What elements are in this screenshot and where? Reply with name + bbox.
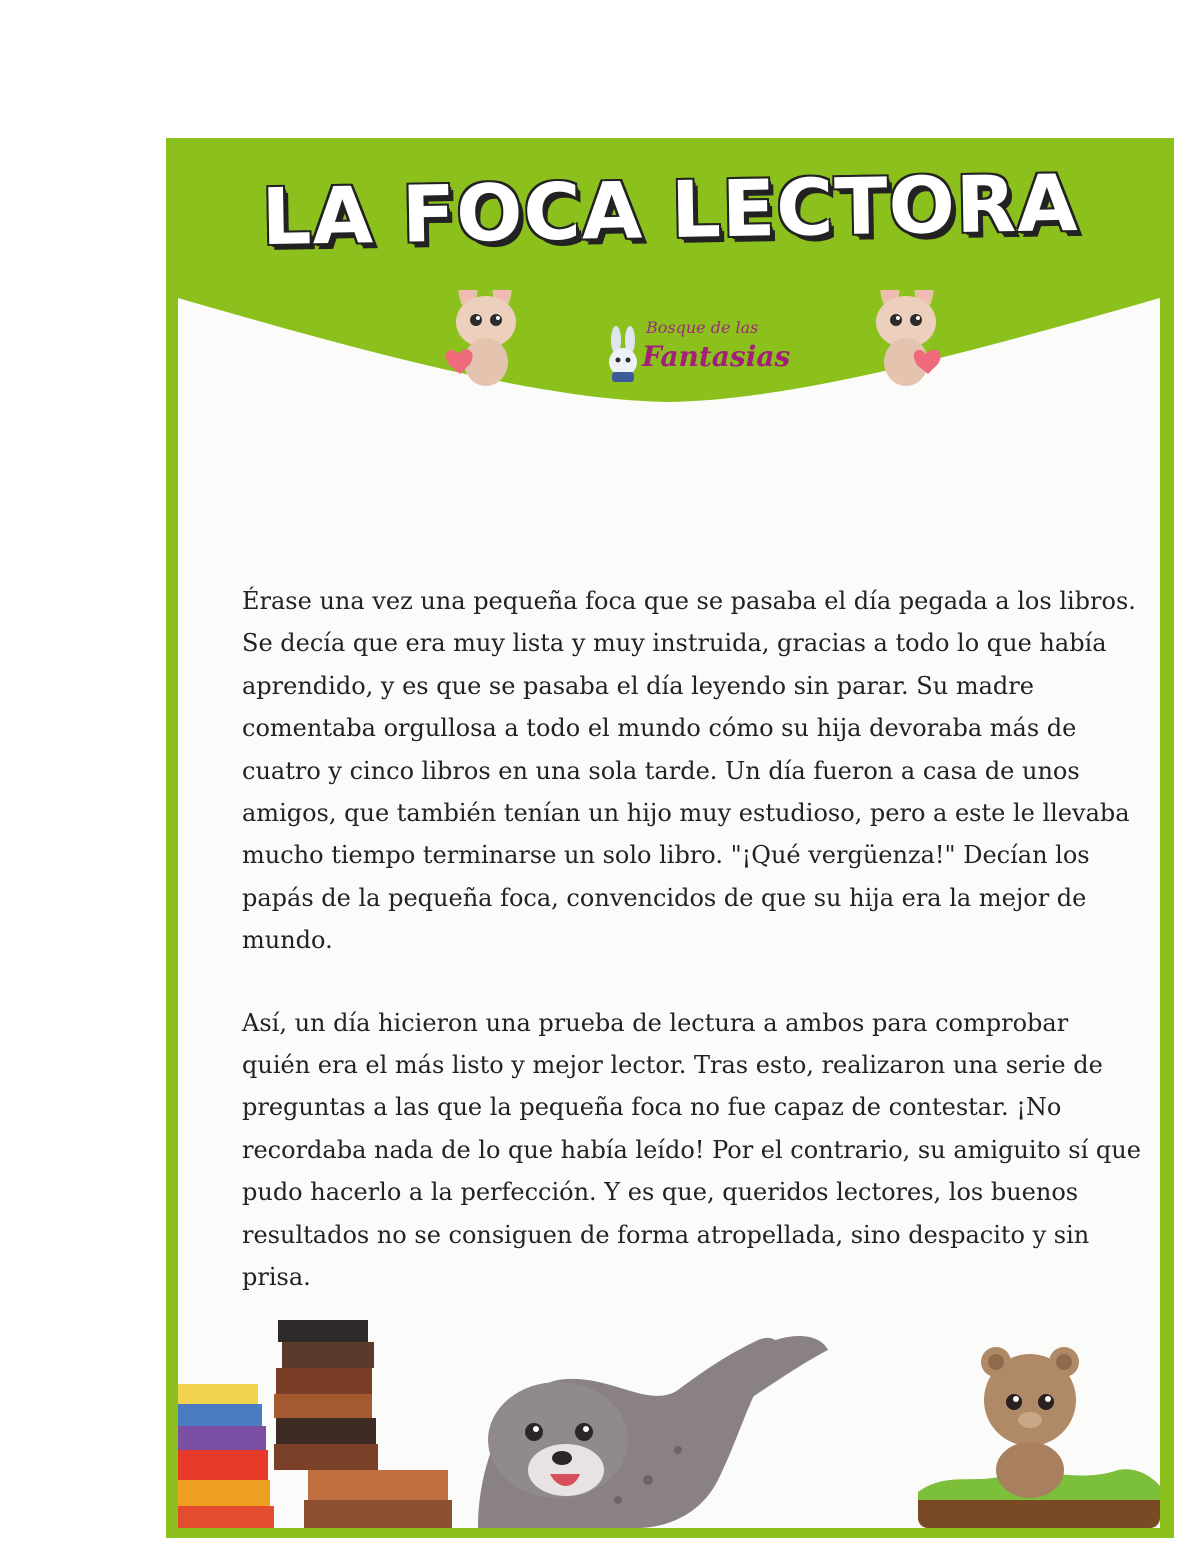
illustration-scene [178, 1320, 1160, 1528]
bunny-right-icon [856, 290, 956, 392]
story-page [178, 290, 1160, 1528]
seal-icon [478, 1336, 828, 1528]
logo-line1: Bosque de las [646, 318, 759, 337]
story-paragraph-2: Así, un día hicieron una prueba de lectura a ambos para comprobar quién era el más listo y mejor lector. Tras esto, realizaron una serie de preguntas a las que la pequeña foca no fue capaz de contestar. ¡No recordaba nada de lo que había leído! Por el contrario, su amiguito sí que pudo hacerlo a la perfección. Y es que, queridos lectores, los buenos resultados no se consiguen de forma atropellada, sino despacito y sin prisa. [242, 1008, 1141, 1292]
story-card [166, 138, 1174, 1538]
story-paragraph-1: Érase una vez una pequeña foca que se pasaba el día pegada a los libros. Se decía que era muy lista y muy instruida, gracias a todo lo que había aprendido, y es que se pasaba el día leyendo sin parar. Su madre comentaba orgullosa a todo el mundo cómo su hija devoraba más de cuatro y cinco libros en una sola tarde. Un día fueron a casa de unos amigos, que también tenían un hijo muy estudioso, pero a este le llevaba mucho tiempo terminarse un solo libro. "¡Qué vergüenza!" Decían los papás de la pequeña foca, convencidos de que su hija era la mejor de mundo. [242, 587, 1136, 955]
logo-bunny-icon [604, 326, 644, 386]
story-title: LA FOCA LECTORA [260, 158, 1080, 264]
bunny-left-icon [436, 290, 536, 392]
logo-line2: Fantasias [642, 340, 791, 373]
story-text [242, 580, 1142, 1339]
brand-logo [596, 318, 806, 402]
bear-cub-icon [918, 1347, 1160, 1528]
book-stack-icon [178, 1320, 452, 1528]
